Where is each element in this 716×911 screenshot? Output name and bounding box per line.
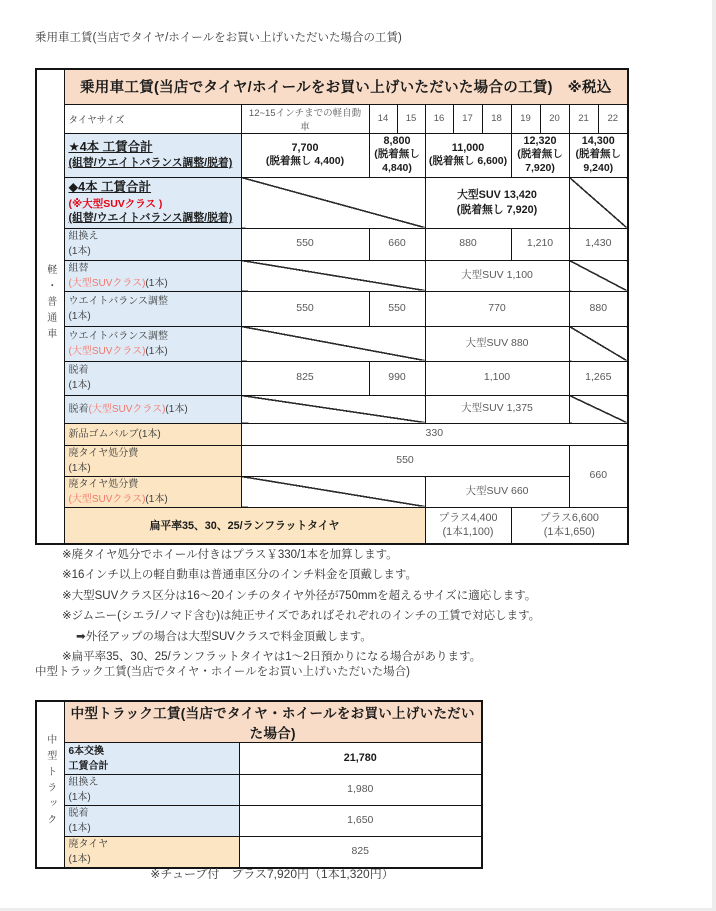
diag-cell: [569, 260, 628, 291]
price-kumikae-14-15: 660: [369, 228, 425, 260]
price-balance-14-15: 550: [369, 291, 425, 326]
diag-cell: [241, 177, 425, 228]
row-haitaiya: [36, 445, 628, 476]
price-balance-16-20: 770: [425, 291, 569, 326]
price-henpei-19-22: プラス6,600 (1本1,650): [511, 507, 628, 544]
note-line: ※ジムニー(シエラ/ノマド含む)は純正サイズであればそれぞれのインチの工賃で対応します。: [62, 610, 541, 623]
vehicle-class-label: 軽・普通車: [44, 264, 56, 344]
size-15: 15: [397, 104, 425, 133]
row-total-4tires-suv: [36, 177, 628, 228]
price-truck-total: 21,780: [239, 743, 482, 775]
note-line: ※16インチ以上の軽自動車は普通車区分のインチ料金を頂戴します。: [62, 569, 418, 582]
label-total-4tires-suv: ◆4本 工賃合計 (※大型SUVクラス ) (組替/ウエイトバランス調整/脱着): [64, 177, 241, 228]
size-17: 17: [453, 104, 482, 133]
label-truck-kumikae: 組換え (1本): [64, 775, 239, 806]
row-truck-total: [36, 743, 482, 775]
diag-cell: [241, 395, 425, 423]
price-datchaku-kei: 825: [241, 361, 369, 395]
size-22: 22: [598, 104, 628, 133]
price-total-14-15: 8,800 (脱着無し 4,840): [369, 133, 425, 177]
row-valve: [36, 423, 628, 445]
passenger-car-notes: [62, 545, 540, 667]
price-kumikae-19-20: 1,210: [511, 228, 569, 260]
size-16: 16: [425, 104, 453, 133]
truck-class-label: 中型トラック: [44, 734, 56, 830]
price-total-suv-16-20: 大型SUV 13,420 (脱着無し 7,920): [425, 177, 569, 228]
label-balance: ウエイトバランス調整 (1本): [64, 291, 241, 326]
truck-table-footer-note: ※チューブ付 プラス7,920円（1本1,320円）: [150, 867, 394, 881]
label-haitaiya: 廃タイヤ処分費 (1本): [64, 445, 241, 476]
label-kumikae: 組換え (1本): [64, 228, 241, 260]
truck-class-side-cell: [36, 701, 64, 868]
price-valve-all: 330: [241, 423, 628, 445]
row-datchaku-suv: [36, 395, 628, 423]
table2-title: 中型トラック工賃(当店でタイヤ・ホイールをお買い上げいただいた場合): [64, 701, 482, 743]
note-line: ※扁平率35、30、25/ランフラットタイヤは1～2日預かりになる場合があります。: [62, 651, 482, 664]
size-21: 21: [569, 104, 598, 133]
price-kumikae-16-18: 880: [425, 228, 511, 260]
price-haitaiya-21-22: 660: [569, 445, 628, 507]
row-balance-suv: [36, 326, 628, 361]
price-balance-kei: 550: [241, 291, 369, 326]
diag-cell: [241, 260, 425, 291]
note-line: ※大型SUVクラス区分は16～20インチのタイヤ外径が750mmを超えるサイズに適応します。: [62, 589, 537, 602]
row-total-4tires: [36, 133, 628, 177]
truck-fee-table: [35, 700, 483, 869]
size-18: 18: [482, 104, 511, 133]
price-truck-kumikae: 1,980: [239, 775, 482, 806]
row-truck-kumikae: [36, 775, 482, 806]
price-total-16-18: 11,000 (脱着無し 6,600): [425, 133, 511, 177]
row-haitaiya-suv: [36, 476, 628, 507]
row-kumikae-suv: [36, 260, 628, 291]
label-truck-datchaku: 脱着 (1本): [64, 806, 239, 837]
row-henpei: [36, 507, 628, 544]
vehicle-class-side-cell: [36, 69, 64, 544]
passenger-car-fee-table: [35, 68, 629, 545]
price-haitaiya-main: 550: [241, 445, 569, 476]
passenger-car-section-heading: 乗用車工賃(当店でタイヤ/ホイールをお買い上げいただいた場合の工賃): [35, 32, 402, 44]
price-kumikae-suv-16-20: 大型SUV 1,100: [425, 260, 569, 291]
price-kumikae-kei: 550: [241, 228, 369, 260]
label-kumikae-suv: 組替 (大型SUVクラス)(1本): [64, 260, 241, 291]
size-14: 14: [369, 104, 397, 133]
tire-size-label: タイヤサイズ: [64, 104, 241, 133]
row-truck-datchaku: [36, 806, 482, 837]
size-20: 20: [540, 104, 569, 133]
price-total-19-20: 12,320 (脱着無し 7,920): [511, 133, 569, 177]
price-haitaiya-suv-16-20: 大型SUV 660: [425, 476, 569, 507]
label-balance-suv: ウエイトバランス調整 (大型SUVクラス)(1本): [64, 326, 241, 361]
diag-cell: [569, 326, 628, 361]
price-total-kei: 7,700 (脱着無し 4,400): [241, 133, 369, 177]
row-balance: [36, 291, 628, 326]
label-valve: 新品ゴムバルブ(1本): [64, 423, 241, 445]
diag-cell: [241, 476, 425, 507]
price-henpei-16-18: プラス4,400 (1本1,100): [425, 507, 511, 544]
table1-header-row: [36, 69, 628, 104]
kei-car-column-header: 12~15インチまでの軽自動車: [241, 104, 369, 133]
table1-title: 乗用車工賃(当店でタイヤ/ホイールをお買い上げいただいた場合の工賃) ※税込: [64, 69, 628, 104]
note-line: ※廃タイヤ処分でホイール付きはプラス￥330/1本を加算します。: [62, 549, 398, 561]
price-datchaku-suv-16-20: 大型SUV 1,375: [425, 395, 569, 423]
price-datchaku-14-15: 990: [369, 361, 425, 395]
price-total-21-22: 14,300 (脱着無し 9,240): [569, 133, 628, 177]
price-truck-datchaku: 1,650: [239, 806, 482, 837]
label-datchaku: 脱着 (1本): [64, 361, 241, 395]
label-haitaiya-suv: 廃タイヤ処分費 (大型SUVクラス)(1本): [64, 476, 241, 507]
row-datchaku: [36, 361, 628, 395]
diag-cell: [569, 177, 628, 228]
label-henpei: 扁平率35、30、25/ランフラットタイヤ: [64, 507, 425, 544]
window-right-edge: [712, 0, 716, 911]
price-balance-suv-16-20: 大型SUV 880: [425, 326, 569, 361]
tire-size-header-row: [36, 104, 628, 133]
size-19: 19: [511, 104, 540, 133]
row-kumikae: [36, 228, 628, 260]
price-kumikae-21-22: 1,430: [569, 228, 628, 260]
price-balance-21-22: 880: [569, 291, 628, 326]
label-truck-total: 6本交換 工賃合計: [64, 743, 239, 775]
table2-header-row: [36, 701, 482, 743]
truck-section-heading: 中型トラック工賃(当店でタイヤ・ホイールをお買い上げいただいた場合): [35, 666, 410, 678]
label-total-4tires: ★4本 工賃合計 (組替/ウエイトバランス調整/脱着): [64, 133, 241, 177]
diag-cell: [241, 326, 425, 361]
row-truck-haitaiya: [36, 837, 482, 869]
note-line: ➡外径アップの場合は大型SUVクラスで料金頂戴します。: [76, 630, 372, 643]
label-datchaku-suv: 脱着(大型SUVクラス)(1本): [64, 395, 241, 423]
diag-cell: [569, 395, 628, 423]
label-truck-haitaiya: 廃タイヤ (1本): [64, 837, 239, 869]
price-datchaku-21-22: 1,265: [569, 361, 628, 395]
price-datchaku-16-20: 1,100: [425, 361, 569, 395]
price-truck-haitaiya: 825: [239, 837, 482, 869]
